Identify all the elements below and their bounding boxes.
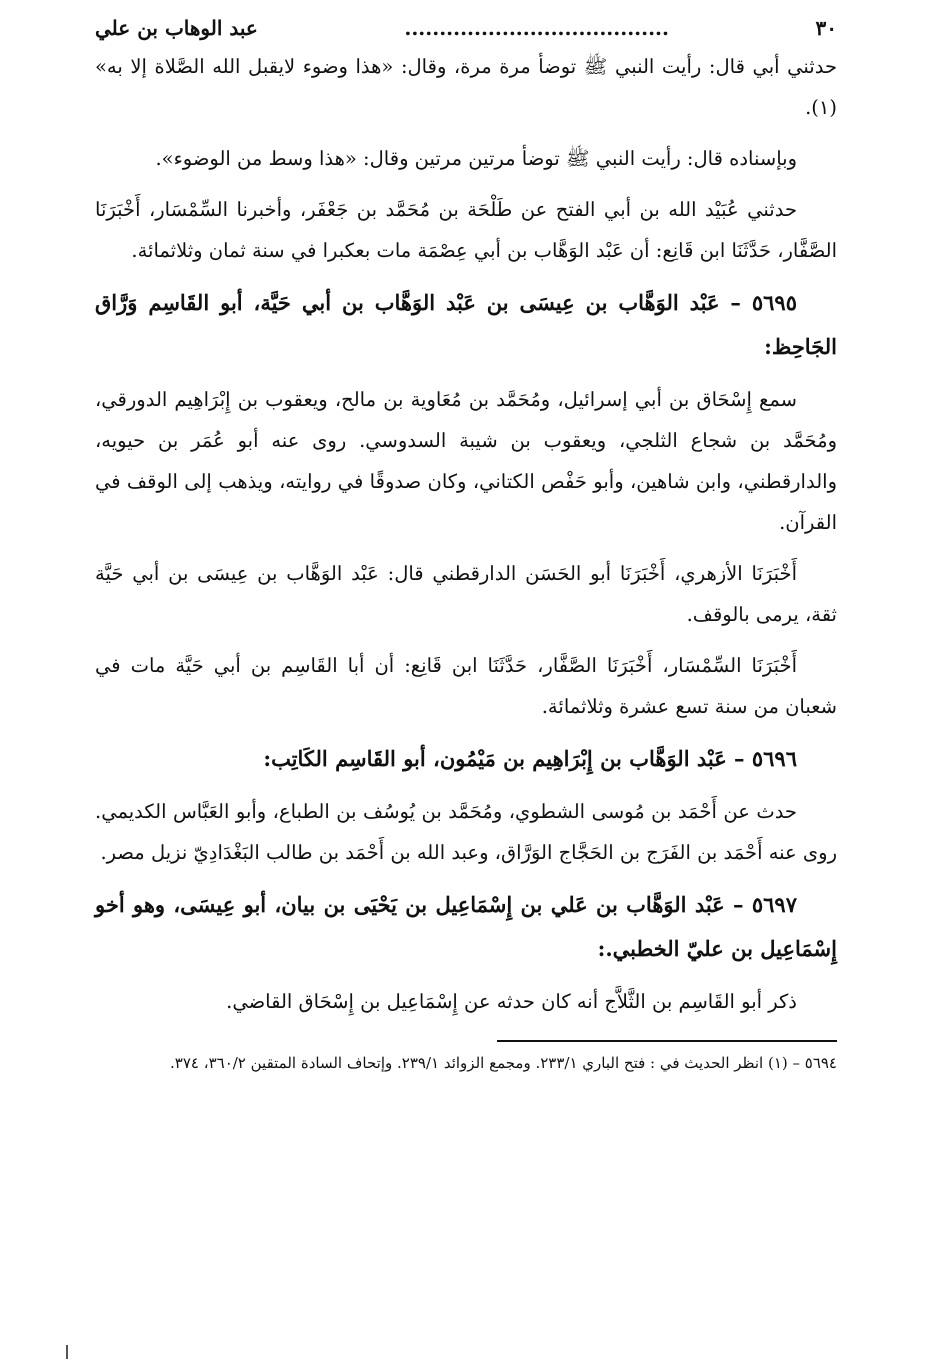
page-number: ٣٠ bbox=[815, 16, 837, 40]
paragraph-death-report-abu-isma: حدثني عُبَيْد الله بن أبي الفتح عن طَلْحَة بن مُحَمَّد بن جَعْفَر، وأخبرنا السِّمْسَار، أَخْبَرَنَا الصَّفَّار، حَدَّثَنَا ابن قَانِع: أن عَبْد الوَهَّاب بن أبي عِصْمَة مات بعكبرا في سنة ثمان وثلاثمائة. bbox=[95, 198, 837, 262]
page-header bbox=[95, 10, 837, 46]
footnote-separator-rule bbox=[497, 1040, 837, 1042]
header-leader-dots: ...................................... bbox=[404, 16, 669, 40]
running-title: عبد الوهاب بن علي bbox=[95, 16, 258, 40]
page-edge-mark bbox=[66, 1345, 68, 1359]
paragraph-hadith-wudu-twice: وبإسناده قال: رأيت النبي ﷺ توضأ مرتين مرتين وقال: «هذا وسط من الوضوء». bbox=[155, 147, 797, 170]
paragraph-entry-5696-biography: حدث عن أَحْمَد بن مُوسى الشطوي، ومُحَمَّد بن يُوسُف بن الطباع، وأبو العَبَّاس الكديمي. روى عنه أَحْمَد بن الفَرَج بن الحَجَّاج الوَرَّاق، وعبد الله بن أَحْمَد بن طالب البَغْدَادِيّ نزيل مصر. bbox=[95, 800, 837, 864]
entry-heading-5695: ٥٦٩٥ – عَبْد الوَهَّاب بن عِيسَى بن عَبْد الوَهَّاب بن أبي حَيَّة، أبو القَاسِم وَرَّاق الجَاحِظ: bbox=[95, 290, 837, 359]
entry-heading-5697: ٥٦٩٧ – عَبْد الوَهَّاب بن عَلي بن إِسْمَاعِيل بن يَحْيَى بن بيان، أبو عِيسَى، وهو أخو إِسْمَاعِيل بن عليّ الخطبي.: bbox=[95, 892, 837, 961]
paragraph-hadith-wudu-once: حدثني أبي قال: رأيت النبي ﷺ توضأ مرة مرة، وقال: «هذا وضوء لايقبل الله الصَّلاة إلا به» (١). bbox=[95, 55, 837, 119]
book-page bbox=[95, 10, 837, 1079]
paragraph-entry-5697-biography: ذكر أبو القَاسِم بن الثَّلاَّج أنه كان حدثه عن إِسْمَاعِيل بن إِسْحَاق القاضي. bbox=[226, 990, 797, 1013]
paragraph-entry-5695-biography: سمع إِسْحَاق بن أبي إسرائيل، ومُحَمَّد بن مُعَاوية بن مالح، ويعقوب بن إِبْرَاهِيم الدورقي، ومُحَمَّد بن شجاع الثلجي، ويعقوب بن شيبة السدوسي. روى عنه أبو عُمَر بن حيويه، والدارقطني، وابن شاهين، وأبو حَفْص الكتاني، وكان صدوقًا في روايته، ويذهب إلى الوقف في القرآن. bbox=[95, 388, 837, 534]
paragraph-entry-5695-death: أَخْبَرَنَا السِّمْسَار، أَخْبَرَنَا الصَّفَّار، حَدَّثَنَا ابن قَانِع: أن أبا القَاسِم بن أبي حَيَّة مات في شعبان من سنة تسع عشرة وثلاثمائة. bbox=[95, 654, 837, 718]
paragraph-entry-5695-daraqutni: أَخْبَرَنَا الأزهري، أَخْبَرَنَا أبو الحَسَن الدارقطني قال: عَبْد الوَهَّاب بن عِيسَى بن أبي حَيَّة ثقة، يرمى بالوقف. bbox=[95, 562, 837, 626]
entry-heading-5696: ٥٦٩٦ – عَبْد الوَهَّاب بن إِبْرَاهِيم بن مَيْمُون، أبو القَاسِم الكَاتِب: bbox=[263, 746, 797, 771]
footnote: ٥٦٩٤ – (١) انظر الحديث في : فتح الباري ٢٣٣/١. ومجمع الزوائد ٢٣٩/١. وإتحاف السادة المتقين ٣٦٠/٢، ٣٧٤. bbox=[170, 1054, 837, 1072]
